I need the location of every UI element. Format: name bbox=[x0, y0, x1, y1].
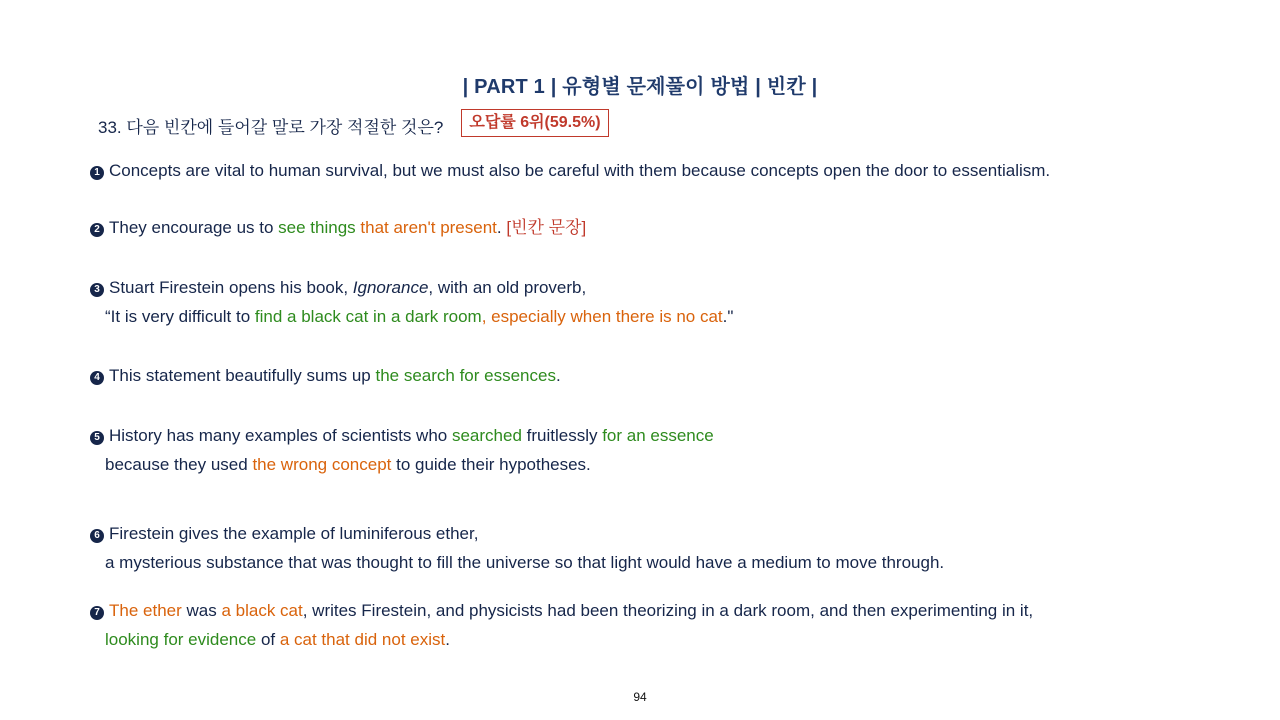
green-highlight: see things bbox=[278, 218, 356, 237]
sentence-3-line-2 bbox=[90, 302, 733, 331]
sentence-number-badge: 2 bbox=[90, 223, 104, 237]
green-highlight: searched bbox=[451, 426, 522, 445]
sentence-text: Stuart Firestein opens his book, bbox=[109, 278, 353, 297]
orange-highlight: a black cat bbox=[221, 601, 303, 620]
sentence-6-line-1 bbox=[90, 519, 944, 548]
sentence-2-line-1 bbox=[90, 213, 586, 242]
sentence-text: ." bbox=[722, 307, 734, 326]
sentence-3-line-1 bbox=[90, 273, 733, 302]
sentence-6-line-2 bbox=[90, 548, 944, 577]
page-title: | PART 1 | 유형별 문제풀이 방법 | 빈칸 | bbox=[462, 76, 818, 98]
sentence-text: , writes Firestein, and physicists had been theorizing in a dark room, and then experimenting in it, bbox=[302, 601, 1034, 620]
sentence-5-line-2 bbox=[90, 450, 714, 479]
sentence-text: of bbox=[256, 630, 280, 649]
sentence-text: fruitlessly bbox=[521, 426, 603, 445]
sentence-number-badge: 6 bbox=[90, 529, 104, 543]
sentence-4 bbox=[90, 361, 561, 390]
sentence-text: History has many examples of scientists who bbox=[109, 426, 452, 445]
sentence-3 bbox=[90, 273, 733, 331]
sentence-number-badge: 7 bbox=[90, 606, 104, 620]
page-number: 94 bbox=[633, 690, 647, 704]
orange-highlight: the wrong concept bbox=[252, 455, 392, 474]
sentence-text: . bbox=[445, 630, 450, 649]
sentence-text: . bbox=[555, 366, 561, 385]
blank-sentence-tag: [빈칸 문장] bbox=[506, 218, 587, 237]
sentence-text: . bbox=[496, 218, 507, 237]
sentence-text: to guide their hypotheses. bbox=[391, 455, 591, 474]
sentence-text: They encourage us to bbox=[109, 218, 279, 237]
sentence-text: a mysterious substance that was thought to fill the universe so that light would have a medium to move through. bbox=[105, 553, 945, 572]
sentence-2 bbox=[90, 213, 586, 242]
orange-highlight: a cat that did not exist bbox=[279, 630, 446, 649]
error-rate-badge: 오답률 6위(59.5%) bbox=[461, 109, 609, 137]
sentence-number-badge: 3 bbox=[90, 283, 104, 297]
sentence-number-badge: 5 bbox=[90, 431, 104, 445]
sentence-7-line-1 bbox=[90, 596, 1033, 625]
sentence-text: “It is very difficult to bbox=[105, 307, 255, 326]
question-prompt: 33. 다음 빈칸에 들어갈 말로 가장 적절한 것은? bbox=[98, 118, 444, 137]
sentence-5 bbox=[90, 421, 714, 479]
orange-highlight: that aren't present bbox=[355, 218, 497, 237]
sentence-5-line-1 bbox=[90, 421, 714, 450]
sentence-number-badge: 1 bbox=[90, 166, 104, 180]
sentence-text: , with an old proverb, bbox=[428, 278, 587, 297]
sentence-1 bbox=[90, 156, 1050, 185]
sentence-6 bbox=[90, 519, 944, 577]
sentence-number-badge: 4 bbox=[90, 371, 104, 385]
green-highlight: looking for evidence bbox=[105, 630, 257, 649]
sentence-1-line-1 bbox=[90, 156, 1050, 185]
green-highlight: for an essence bbox=[602, 426, 714, 445]
sentence-text: was bbox=[181, 601, 222, 620]
orange-highlight: The ether bbox=[109, 601, 182, 620]
sentence-7-line-2 bbox=[90, 625, 1033, 654]
book-title: Ignorance bbox=[352, 278, 429, 297]
sentence-text: Concepts are vital to human survival, but we must also be careful with them because concepts open the door to essentialism. bbox=[109, 161, 1051, 180]
sentence-text: because they used bbox=[105, 455, 253, 474]
orange-highlight: , especially when there is no cat bbox=[481, 307, 723, 326]
sentence-text: This statement beautifully sums up bbox=[109, 366, 376, 385]
sentence-text: Firestein gives the example of luminiferous ether, bbox=[109, 524, 479, 543]
green-highlight: the search for essences bbox=[375, 366, 556, 385]
sentence-4-line-1 bbox=[90, 361, 561, 390]
green-highlight: find a black cat in a dark room bbox=[254, 307, 482, 326]
sentence-7 bbox=[90, 596, 1033, 654]
